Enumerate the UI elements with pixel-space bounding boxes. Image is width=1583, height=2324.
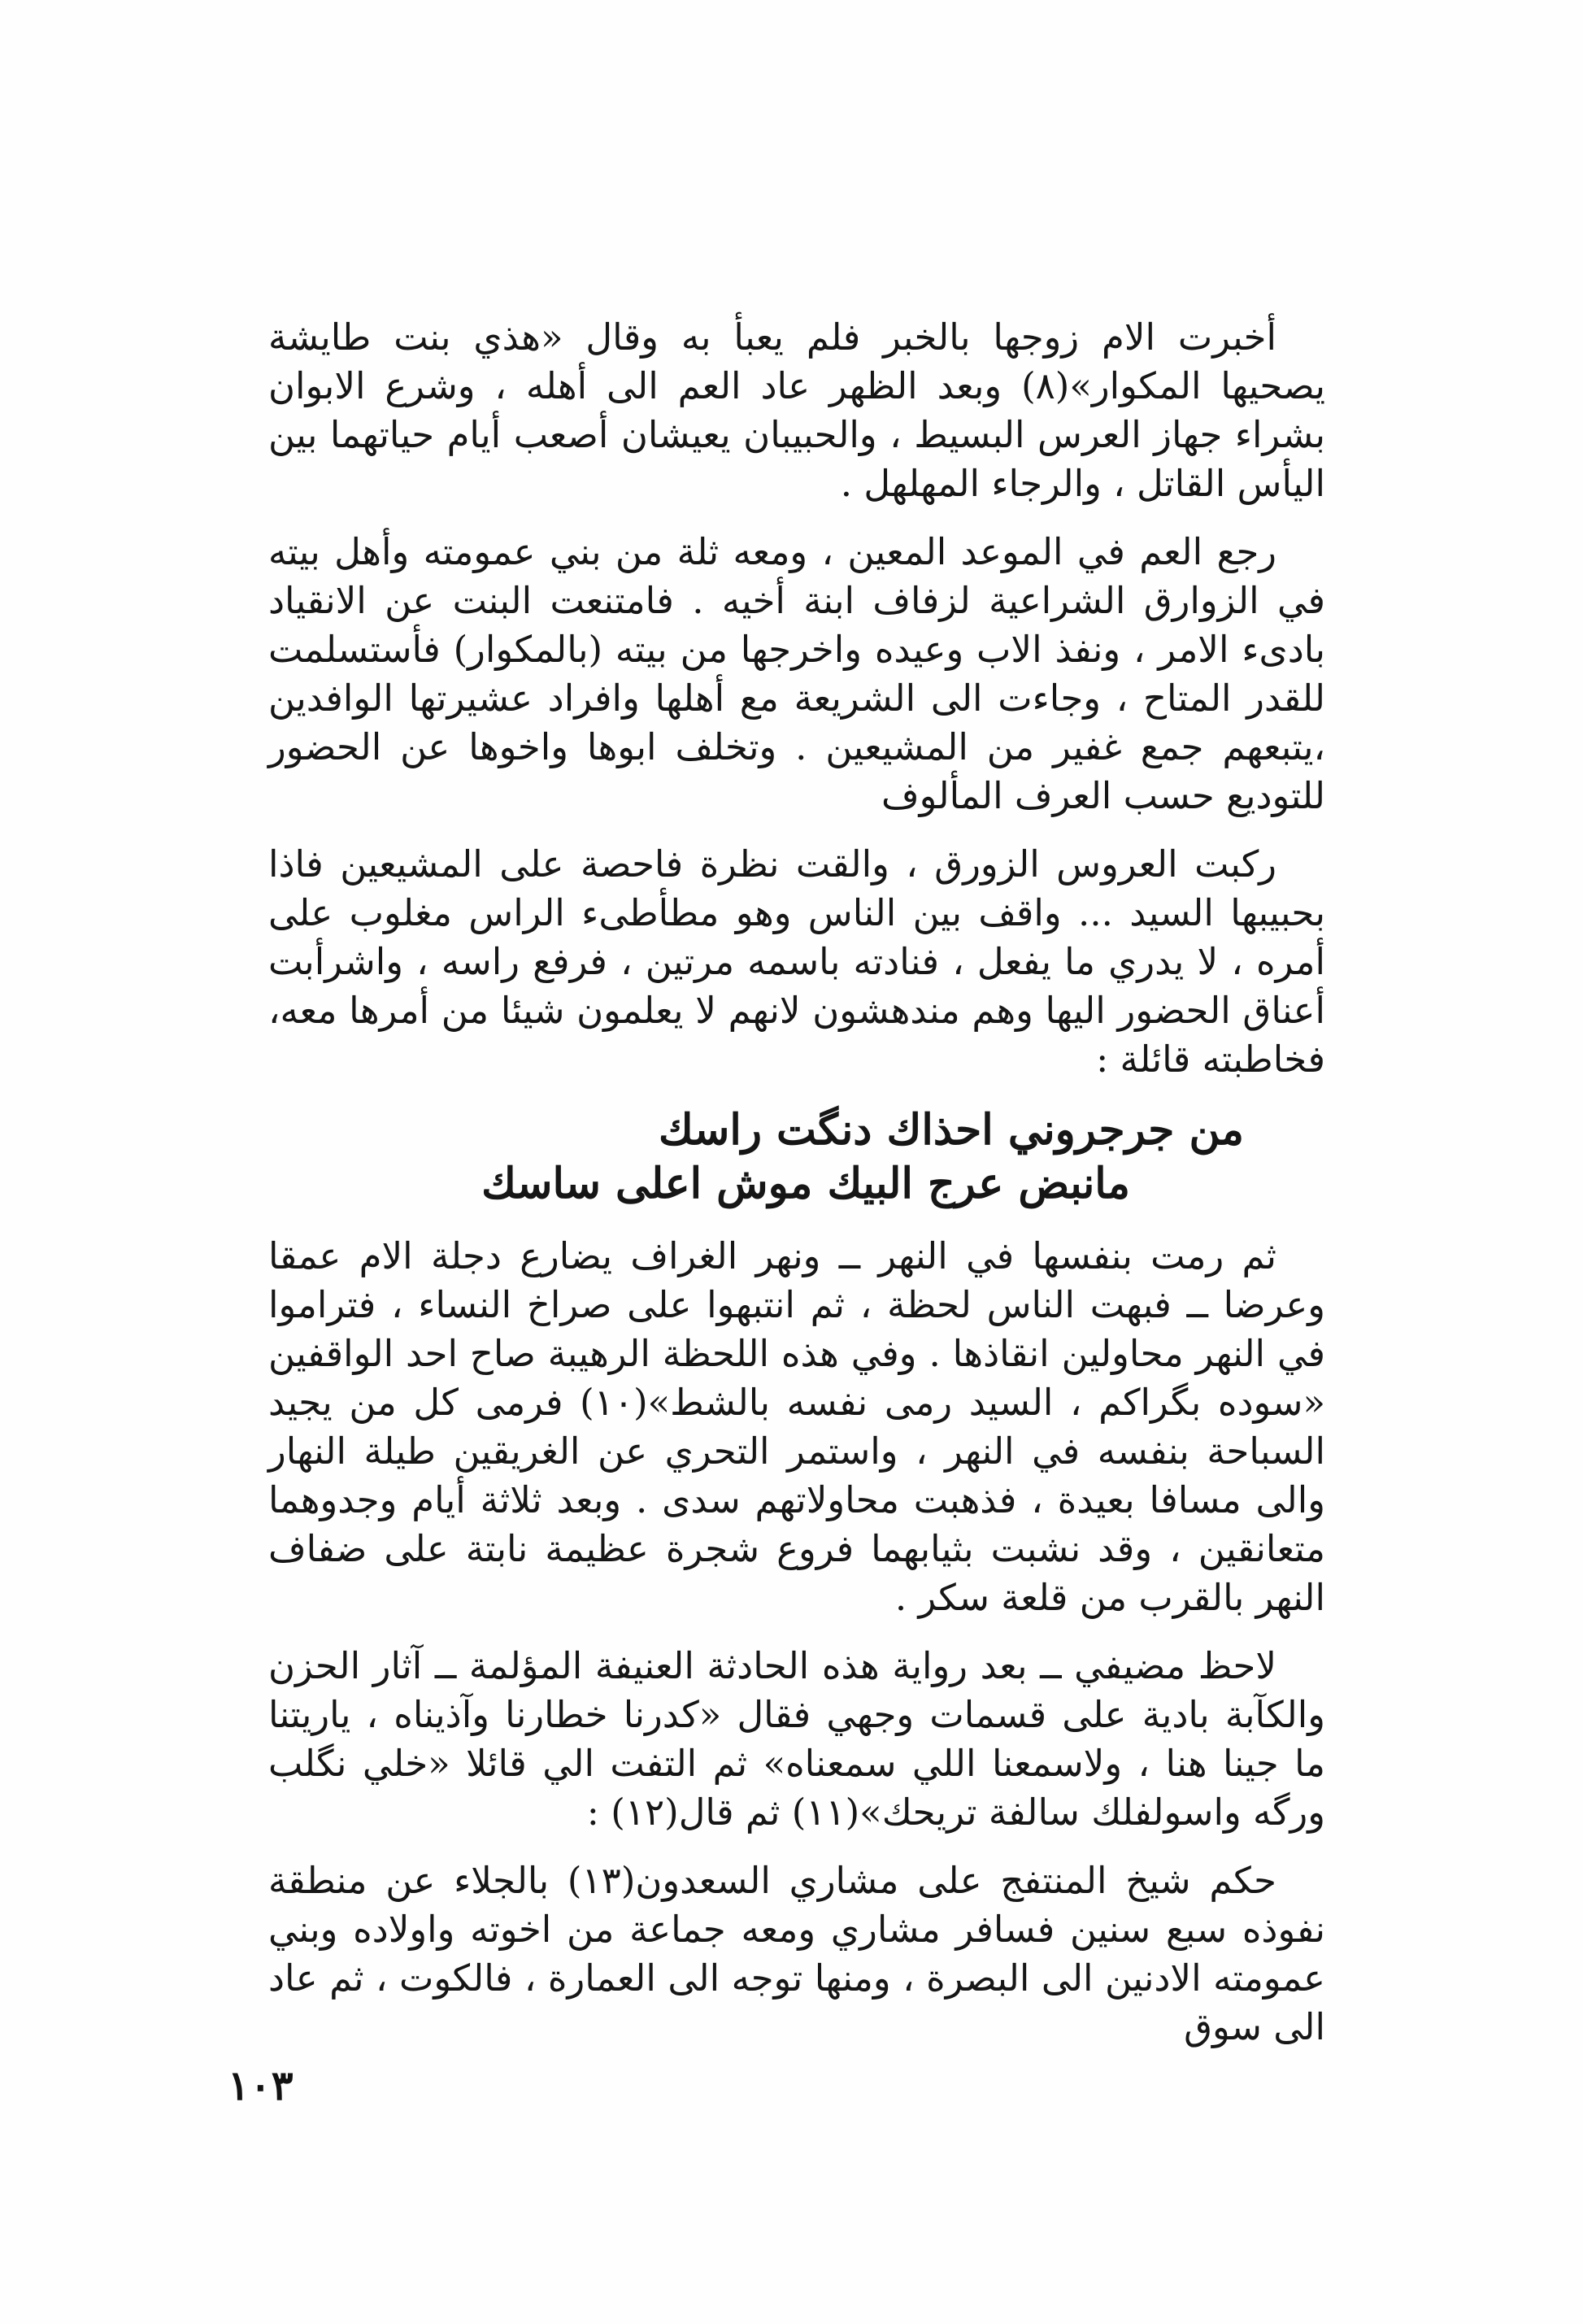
paragraph-3: ركبت العروس الزورق ، والقت نظرة فاحصة على المشيعين فاذا بحبيبها السيد ... واقف بين الناس وهو مطأطىء الراس مغلوب على أمره ، لا يدري ما يفعل ، فنادته باسمه مرتين ، فرفع راسه ، واشرأبت أعناق الحضور اليها وهم مندهشون لانهم لا يعلمون شيئا من أمرها معه، فخاطبته قائلة :: [268, 842, 1325, 1081]
paragraph-4: ثم رمت بنفسها في النهر ــ ونهر الغراف يضارع دجلة الام عمقا وعرضا ــ فبهت الناس لحظة ، ثم انتبهوا على صراخ النساء ، فتراموا في النهر محاولين انقاذها . وفي هذه اللحظة الرهيبة صاح احد الواقفين «سوده بگراكم ، السيد رمى نفسه بالشط»(١٠) فرمى كل من يجيد السباحة بنفسه في النهر ، واستمر التحري عن الغريقين طيلة النهار والى مسافا بعيدة ، فذهبت محاولاتهم سدى . وبعد ثلاثة أيام وجدوهما متعانقين ، وقد نشبت بثيابهما فروع شجرة عظيمة نابتة على ضفاف النهر بالقرب من قلعة سكر .: [268, 1234, 1326, 1619]
paragraph-1: أخبرت الام زوجها بالخبر فلم يعبأ به وقال «هذي بنت طايشة يصحيها المكوار»(٨) وبعد الظهر عاد العم الى أهله ، وشرع الابوان بشراء جهاز العرس البسيط ، والحبيبان يعيشان أصعب أيام حياتهما بين اليأس القاتل ، والرجاء المهلهل .: [268, 316, 1325, 505]
paragraph-2: رجع العم في الموعد المعين ، ومعه ثلة من بني عمومته وأهل بيته في الزوارق الشراعية لزفاف ابنة أخيه . فامتنعت البنت عن الانقياد بادىء الامر ، ونفذ الاب وعيده واخرجها من بيته (بالمكوار) فأستسلمت للقدر المتاح ، وجاءت الى الشريعة مع أهلها وافراد عشيرتها الوافدين ،يتبعهم جمع غفير من المشيعين . وتخلف ابوها واخوها عن الحضور للتوديع حسب العرف المألوف: [268, 530, 1325, 817]
paragraph-6: حكم شيخ المنتفج على مشاري السعدون(١٣) بالجلاء عن منطقة نفوذه سبع سنين فسافر مشاري ومعه جماعة من اخوته واولاده وبني عمومته الادنين الى البصرة ، ومنها توجه الى العمارة ، فالكوت ، ثم عاد الى سوق: [268, 1859, 1325, 2048]
paragraph-5: لاحظ مضيفي ــ بعد رواية هذه الحادثة العنيفة المؤلمة ــ آثار الحزن والكآبة بادية على قسمات وجهي فقال «كدرنا خطارنا وآذيناه ، ياريتنا ما جينا هنا ، ولاسمعنا اللي سمعناه» ثم التفت الي قائلا «خلي نگلب ورگه واسولفلك سالفة تريحك»(١١) ثم قال(١٢) :: [268, 1644, 1325, 1834]
verse-line-2: مانبض عرج البيك موش اعلى ساسك: [481, 1159, 1130, 1208]
verse-line-1: من جرجروني احذاك دنگت راسك: [658, 1105, 1244, 1155]
page-body: [268, 313, 1325, 2071]
page-number: ١٠٣: [228, 2061, 294, 2109]
